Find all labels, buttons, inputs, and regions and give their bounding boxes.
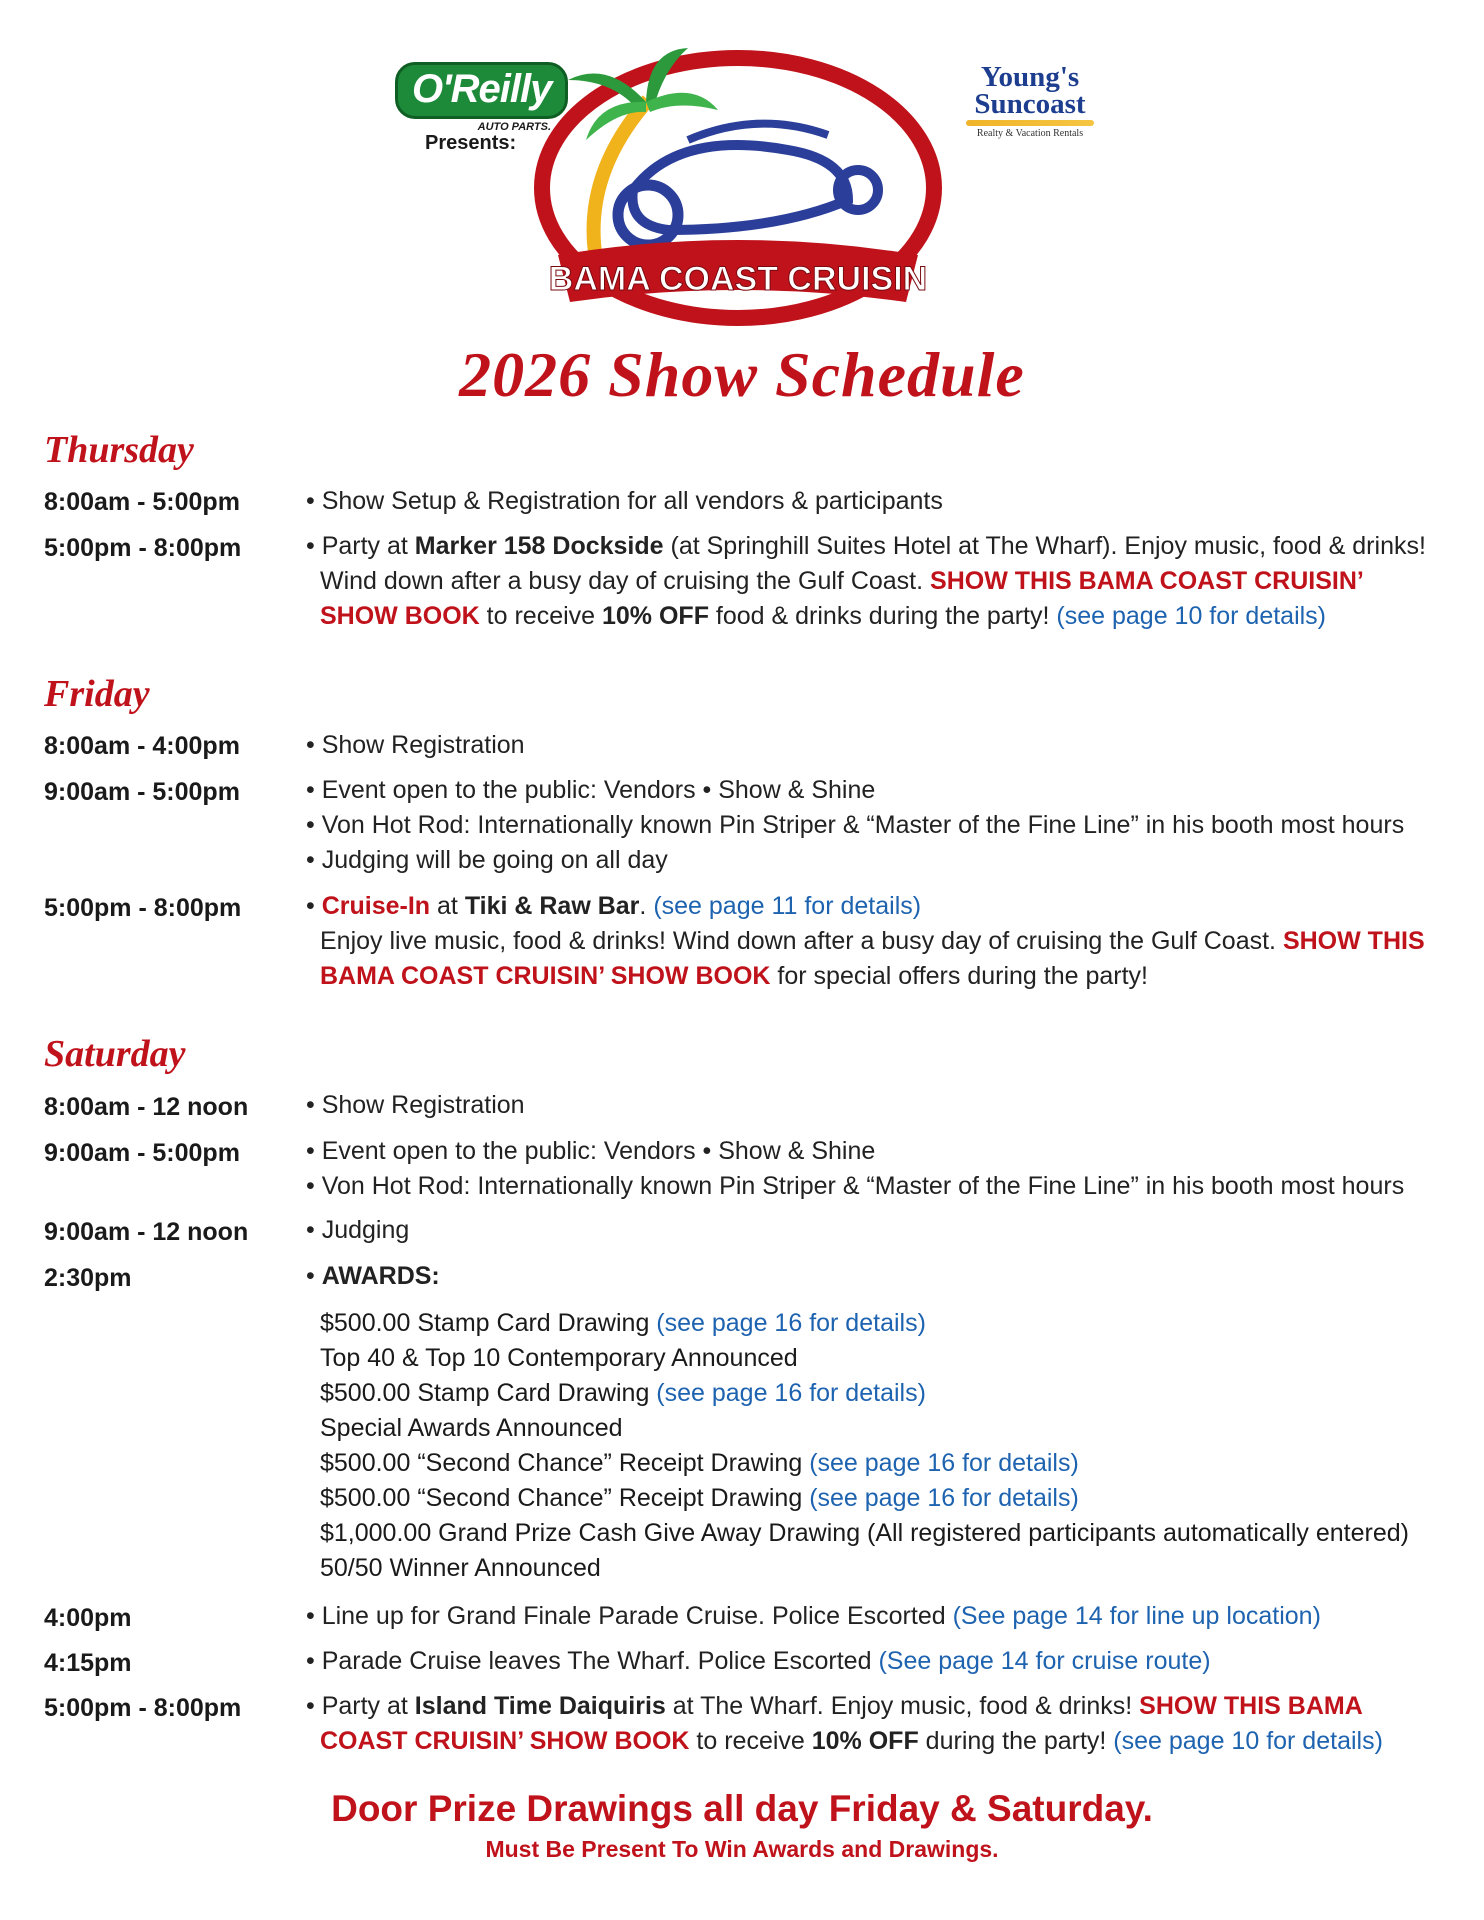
promo-text: SHOW BOOK [320,602,480,630]
page-reference-link: (see page 10 for details) [1113,1727,1383,1755]
awards-list [320,1306,1409,1586]
desc-saturday-4 [306,1259,1456,1294]
desc-line: • Event open to the public: Vendors • Show & Shine [306,1137,876,1165]
promo-text: COAST CRUISIN’ SHOW BOOK [320,1727,690,1755]
award-text: $1,000.00 Grand Prize Cash Give Away Drawing (All registered participants automatically entered) [320,1519,1409,1547]
award-item [320,1551,1409,1586]
t: to receive [689,1727,812,1755]
page-reference-link: (See page 14 for cruise route) [878,1647,1211,1675]
youngs-sub: Realty & Vacation Rentals [976,128,1084,139]
must-be-present-notice: Must Be Present To Win Awards and Drawings. [485,1836,999,1862]
t: during the party! [918,1727,1114,1755]
t: Enjoy live music, food & drinks! Wind down after a busy day of cruising the Gulf Coast. [320,927,1283,955]
time-thursday-2: 5:00pm - 8:00pm [44,534,242,562]
t: • Line up for Grand Finale Parade Cruise. Police Escorted [306,1602,953,1630]
time-friday-2: 9:00am - 5:00pm [44,778,240,806]
award-item [320,1306,1409,1341]
logo-text: BAMA COAST CRUISIN [548,260,928,298]
oreilly-logo-badge: O'Reilly [395,62,568,119]
page-reference-link: (See page 14 for line up location) [952,1602,1321,1630]
award-text: $500.00 “Second Chance” Receipt Drawing [320,1449,810,1477]
t: Wind down after a busy day of cruising the Gulf Coast. [320,567,931,595]
award-text: $500.00 Stamp Card Drawing [320,1309,657,1337]
desc-saturday-1 [306,1088,1456,1123]
time-saturday-4: 2:30pm [44,1264,132,1292]
day-heading-friday: Friday [44,673,150,715]
award-text: Special Awards Announced [320,1414,623,1442]
discount-text: 10% OFF [811,1727,919,1755]
time-saturday-3: 9:00am - 12 noon [44,1218,249,1246]
t: food & drinks during the party! [708,602,1057,630]
youngs-line1: Young's [980,61,1080,93]
desc-line: • Show Registration [306,1091,525,1119]
desc-thursday-2 [306,529,1456,634]
desc-friday-1 [306,728,1456,763]
award-text: $500.00 Stamp Card Drawing [320,1379,657,1407]
t: • Party at [306,532,415,560]
award-item [320,1481,1409,1516]
award-text: $500.00 “Second Chance” Receipt Drawing [320,1484,810,1512]
desc-line: • Show Setup & Registration for all vendors & participants [306,487,943,515]
desc-saturday-5 [306,1599,1456,1634]
promo-text: SHOW THIS BAMA COAST CRUISIN’ [930,567,1364,595]
page-title: 2026 Show Schedule [459,339,1025,410]
desc-saturday-2 [306,1134,1456,1204]
presents-label: Presents: [425,132,517,154]
page-reference-link: (see page 11 for details) [653,892,922,920]
page-reference-link: (see page 16 for details) [656,1309,926,1337]
t: at The Wharf. Enjoy music, food & drinks! [665,1692,1140,1720]
award-item [320,1446,1409,1481]
award-text: 50/50 Winner Announced [320,1554,601,1582]
time-thursday-1: 8:00am - 5:00pm [44,488,240,516]
award-item [320,1376,1409,1411]
time-saturday-7: 5:00pm - 8:00pm [44,1694,242,1722]
promo-text: BAMA COAST CRUISIN’ SHOW BOOK [320,962,771,990]
page-reference-link: (see page 10 for details) [1056,602,1327,630]
award-item [320,1341,1409,1376]
t: for special offers during the party! [770,962,1148,990]
discount-text: 10% OFF [602,602,709,630]
page-reference-link: (see page 16 for details) [809,1484,1079,1512]
award-item [320,1411,1409,1446]
promo-text: SHOW THIS BAMA [1139,1692,1363,1720]
venue-name: Marker 158 Dockside [414,532,664,560]
page-reference-link: (see page 16 for details) [656,1379,926,1407]
promo-text: SHOW THIS [1282,927,1425,955]
venue-name: Island Time Daiquiris [414,1692,666,1720]
t: . [639,892,654,920]
time-friday-1: 8:00am - 4:00pm [44,732,240,760]
event-name: Cruise-In [321,892,431,920]
desc-thursday-1 [306,484,1456,519]
desc-line: • Judging will be going on all day [306,846,668,874]
t: • Party at [306,1692,415,1720]
t: • [306,892,322,920]
sun-stripe [966,120,1094,126]
desc-friday-2 [306,773,1456,878]
desc-line: • Show Registration [306,731,525,759]
bama-coast-cruisin-logo [528,40,948,330]
desc-line: • Judging [306,1216,410,1244]
desc-saturday-3 [306,1213,1456,1248]
desc-line: • Von Hot Rod: Internationally known Pin Striper & “Master of the Fine Line” in his booth most hours [306,1172,1405,1200]
award-text: Top 40 & Top 10 Contemporary Announced [320,1344,798,1372]
t: at [430,892,465,920]
desc-line: • Event open to the public: Vendors • Show & Shine [306,776,876,804]
day-heading-saturday: Saturday [44,1033,186,1075]
door-prize-notice: Door Prize Drawings all day Friday & Saturday. [331,1788,1153,1829]
day-heading-thursday: Thursday [44,429,194,471]
awards-heading: AWARDS: [321,1262,440,1290]
youngs-suncoast-logo [960,61,1100,139]
t: • [306,1262,322,1290]
desc-saturday-6 [306,1644,1456,1679]
desc-friday-3 [306,889,1456,994]
t: • Parade Cruise leaves The Wharf. Police Escorted [306,1647,879,1675]
desc-saturday-7 [306,1689,1456,1759]
venue-name: Tiki & Raw Bar [464,892,640,920]
desc-line: • Von Hot Rod: Internationally known Pin Striper & “Master of the Fine Line” in his booth most hours [306,811,1405,839]
time-saturday-6: 4:15pm [44,1649,132,1677]
t: to receive [479,602,602,630]
time-friday-3: 5:00pm - 8:00pm [44,894,242,922]
youngs-line2: Suncoast [974,88,1086,120]
time-saturday-1: 8:00am - 12 noon [44,1093,249,1121]
time-saturday-5: 4:00pm [44,1604,132,1632]
page-reference-link: (see page 16 for details) [809,1449,1079,1477]
time-saturday-2: 9:00am - 5:00pm [44,1139,240,1167]
t: (at Springhill Suites Hotel at The Wharf). Enjoy music, food & drinks! [663,532,1426,560]
oreilly-logo-sub: AUTO PARTS. [477,121,551,133]
award-item [320,1516,1409,1551]
